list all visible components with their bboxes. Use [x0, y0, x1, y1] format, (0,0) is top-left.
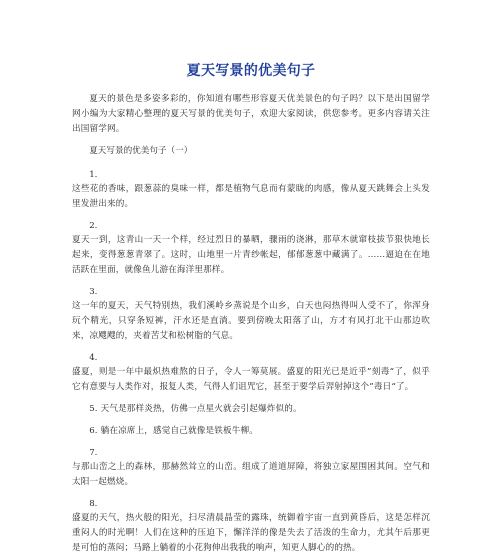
section-heading: 夏天写景的优美句子（一） — [89, 146, 193, 156]
document-title: 夏天写景的优美句子 — [186, 63, 316, 79]
item-text: 躺在凉席上，感觉自己就像是铁板牛柳。 — [100, 426, 258, 436]
item-number: 7. — [89, 448, 98, 458]
item-text: 盛夏的天气，热火般的阳光，扫尽清晨晶莹的露珠，统御着宇宙一直到黄昏后，这是怎样沉重闷人的时光啊！人们在这种的压迫下，懈洋洋的像是失去了活泼的生命力，尤其午后那更是可怕的蒸闷；马路上躺着的小花狗伸出我我的响声，知更人脚心的的热。 — [72, 513, 430, 553]
item-text: 夏天一到，这青山一天一个样，经过烈日的暴晒，骤雨的浇淋，那草木就窜枝拔节狠快地长起来，变得葱葱青翠了。这时，山地里一片青纱帐起，郁郁葱葱中藏满了。……逼迫在在地活跃在里面，就像鱼儿游在海洋里那样。 — [72, 235, 430, 275]
item-number: 1. — [89, 170, 98, 180]
item-number: 3. — [89, 287, 98, 297]
item-inline — [72, 402, 430, 417]
item-text: 这些花的香味，跟葱蒜的臭味一样，都是植物气息而有蒙眬的肉感，像从夏天跳舞会上头发里发泄出来的。 — [72, 184, 430, 209]
intro-paragraph: 夏天的景色是多姿多彩的，你知道有哪些形容夏天优美景色的句子吗？以下是出国留学网小编为大家精心整理的夏天写景的优美句子，欢迎大家阅读，供您参考。更多内容请关注出国留学网。 — [72, 94, 430, 134]
item-text: 这一年的夏天，天气特别热，我们溪岭乡蒸说是个山乡，白天也闷热得叫人受不了，你浑身玩个精光，只穿条短裤，汗水还是直淌。要到傍晚太阳落了山，方才有风打北干山那边吹来，凉飕飕的，夹着苦艾和松树脂的气息。 — [72, 301, 430, 341]
item-text: 与那山峦之上的森林，那赫然耸立的山峦。组成了道道屏障，将独立家屋围困其间。空气和太阳一起燃烧。 — [72, 462, 430, 487]
item-number: 8. — [89, 499, 98, 509]
item-number: 2. — [89, 221, 98, 231]
item-number: 4. — [89, 353, 98, 363]
item-inline — [72, 424, 430, 439]
item-text: 盛夏，则是一年中最炽热难熬的日子，令人一筹莫展。盛夏的阳光已是近乎”刻毒“了，似乎它有意要与人类作对，报复人类，气得人们诅咒它，甚至于要学后羿射掉这个”毒日“了。 — [72, 367, 430, 392]
item-text: 天气是那样炎热，仿佛一点星火就会引起爆炸似的。 — [100, 404, 302, 414]
item-number: 6. — [89, 426, 98, 436]
item-number: 5. — [89, 404, 98, 414]
